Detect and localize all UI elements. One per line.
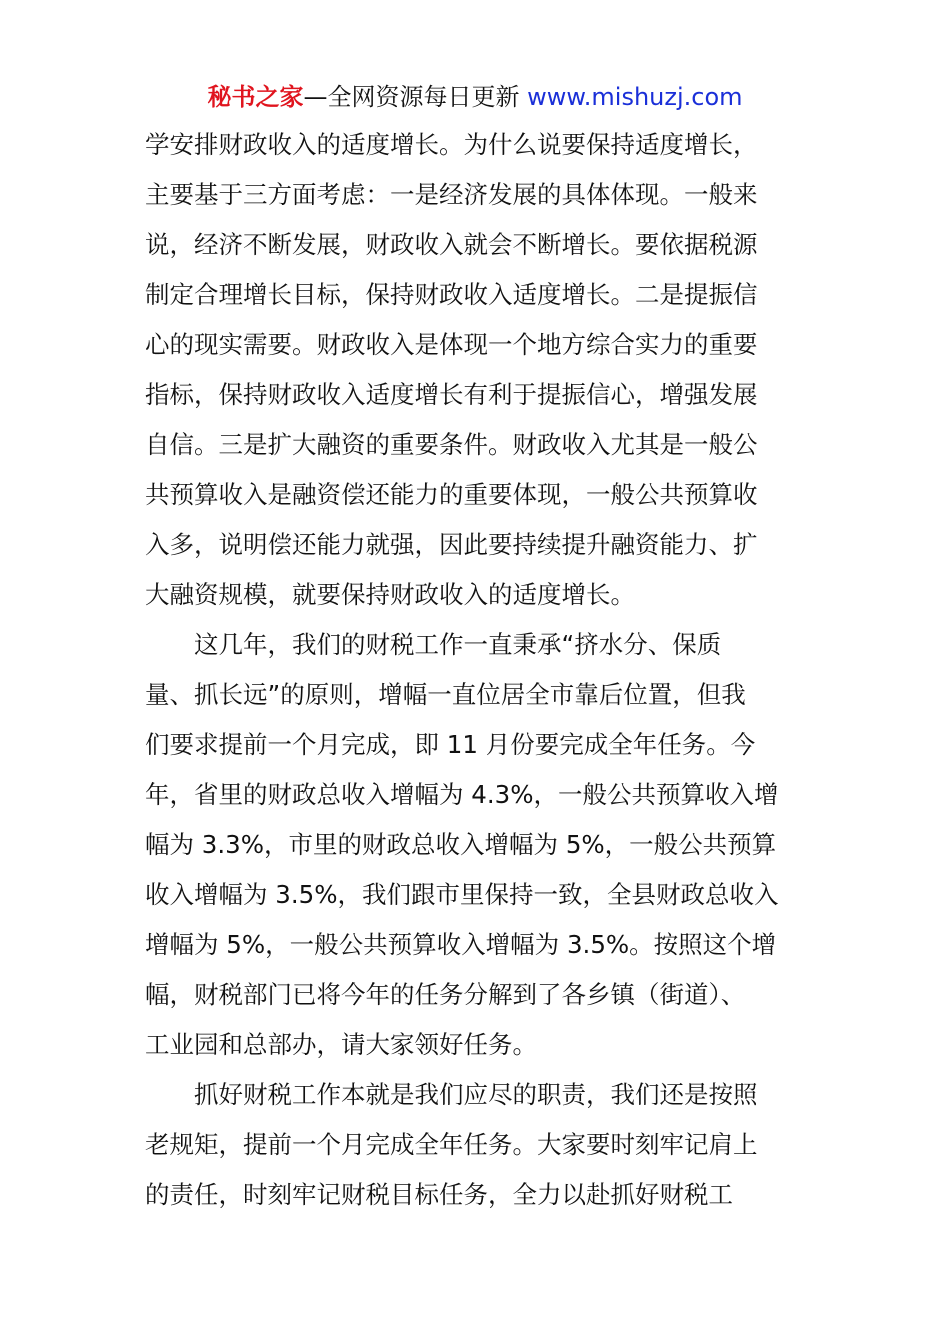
text-line: 工业园和总部办，请大家领好任务。 [145,1030,537,1059]
text-line: 制定合理增长目标，保持财政收入适度增长。二是提振信 [145,280,758,309]
site-url-link[interactable]: www.mishuzj.com [527,83,743,111]
header-tagline: —全网资源每日更新 [303,83,528,111]
paragraph-first-line: 抓好财税工作本就是我们应尽的职责，我们还是按照 [194,1080,758,1109]
text-line: 们要求提前一个月完成，即 11 月份要完成全年任务。今 [145,730,756,759]
text-line: 共预算收入是融资偿还能力的重要体现，一般公共预算收 [145,480,758,509]
text-line: 指标，保持财政收入适度增长有利于提振信心，增强发展 [145,380,758,409]
text-line: 心的现实需要。财政收入是体现一个地方综合实力的重要 [145,330,758,359]
site-header [0,80,950,114]
text-line: 说，经济不断发展，财政收入就会不断增长。要依据税源 [145,230,758,259]
text-line: 老规矩，提前一个月完成全年任务。大家要时刻牢记肩上 [145,1130,758,1159]
text-line: 幅，财税部门已将今年的任务分解到了各乡镇（街道）、 [145,980,746,1009]
text-line: 大融资规模，就要保持财政收入的适度增长。 [145,580,635,609]
brand-name: 秘书之家 [207,83,304,111]
text-line: 自信。三是扩大融资的重要条件。财政收入尤其是一般公 [145,430,758,459]
paragraph-first-line: 这几年，我们的财税工作一直秉承“挤水分、保质 [194,630,722,659]
text-line: 增幅为 5%，一般公共预算收入增幅为 3.5%。按照这个增 [145,930,777,959]
text-line: 的责任，时刻牢记财税目标任务，全力以赴抓好财税工 [145,1180,733,1209]
text-line: 收入增幅为 3.5%，我们跟市里保持一致，全县财政总收入 [145,880,779,909]
text-line: 量、抓长远”的原则，增幅一直位居全市靠后位置，但我 [145,680,746,709]
text-line: 入多，说明偿还能力就强，因此要持续提升融资能力、扩 [145,530,758,559]
body-text [145,120,810,1220]
text-line: 主要基于三方面考虑：一是经济发展的具体体现。一般来 [145,180,758,209]
text-line: 幅为 3.3%，市里的财政总收入增幅为 5%，一般公共预算 [145,830,777,859]
text-line: 学安排财政收入的适度增长。为什么说要保持适度增长， [145,130,758,159]
text-line: 年，省里的财政总收入增幅为 4.3%，一般公共预算收入增 [145,780,779,809]
